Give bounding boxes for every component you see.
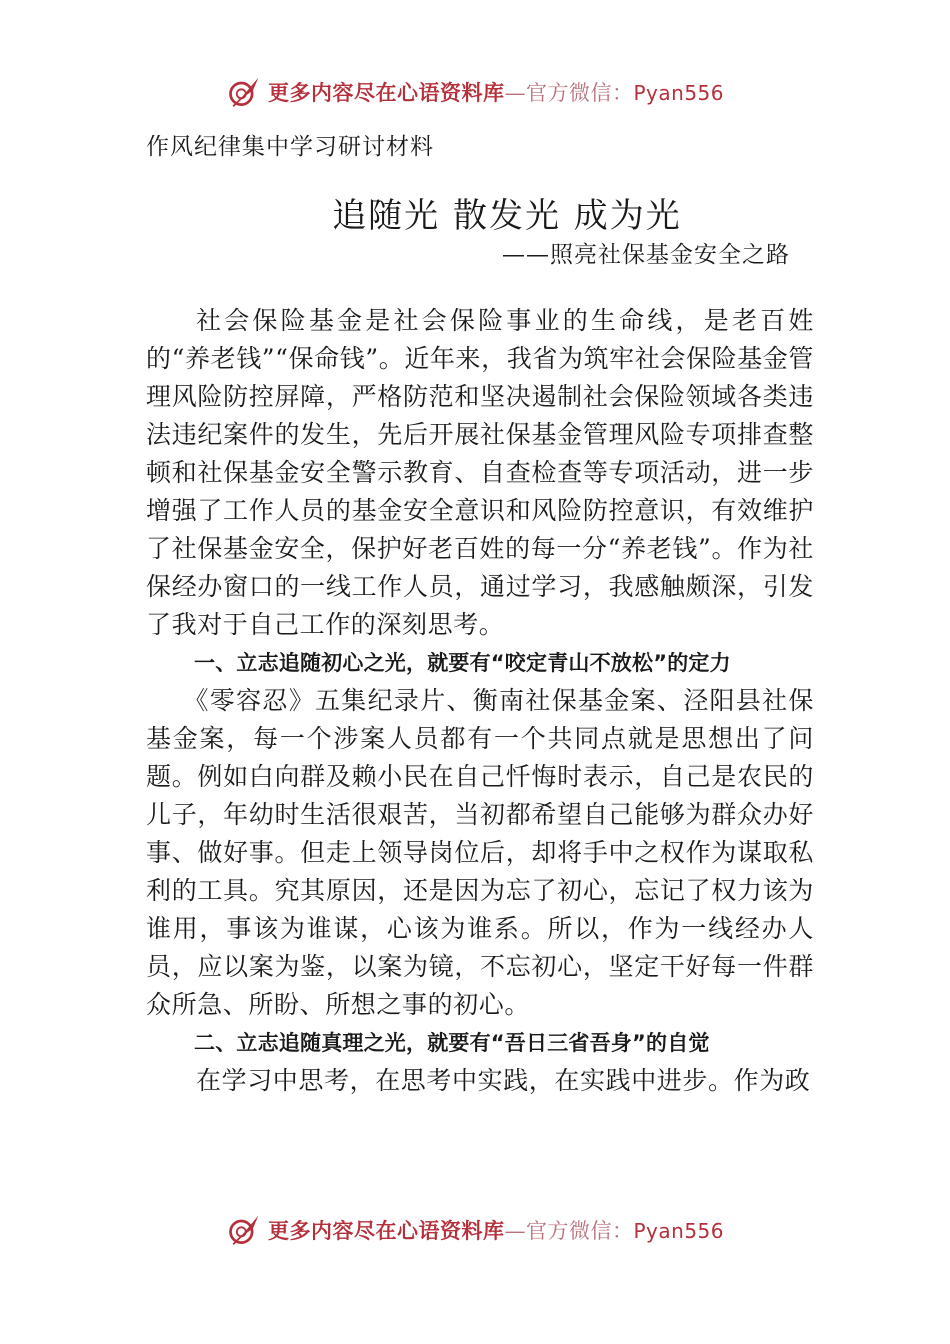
document-body: [146, 302, 814, 1100]
document-title: 追随光 散发光 成为光: [332, 196, 682, 236]
header-banner-text: 更多内容尽在心语资料库—官方微信：Pyan556: [267, 80, 724, 105]
document-label: 作风纪律集中学习研讨材料: [146, 134, 434, 160]
paragraph-section-1: 《零容忍》五集纪录片、衡南社保基金案、泾阳县社保基金案，每一个涉案人员都有一个共同点就是思想出了问题。例如白向群及赖小民在自己忏悔时表示，自己是农民的儿子，年幼时生活很艰苦，当初都希望自己能够为群众办好事、做好事。但走上领导岗位后，却将手中之权作为谋取私利的工具。究其原因，还是因为忘了初心，忘记了权力该为谁用，事该为谁谋，心该为谁系。所以，作为一线经办人员，应以案为鉴，以案为镜，不忘初心，坚定干好每一件群众所急、所盼、所想之事的初心。: [146, 686, 814, 1019]
quill-logo-icon: [226, 74, 262, 110]
paragraph-section-2: 在学习中思考，在思考中实践，在实践中进步。作为政: [196, 1066, 811, 1095]
paragraph-intro: 社会保险基金是社会保险事业的生命线，是老百姓的“养老钱”“保命钱”。近年来，我省为筑牢社会保险基金管理风险防控屏障，严格防范和坚决遏制社会保险领域各类违法违纪案件的发生，先后开展社保基金管理风险专项排查整顿和社保基金安全警示教育、自查检查等专项活动，进一步增强了工作人员的基金安全意识和风险防控意识，有效维护了社保基金安全，保护好老百姓的每一分“养老钱”。作为社保经办窗口的一线工作人员，通过学习，我感触颇深，引发了我对于自己工作的深刻思考。: [146, 306, 814, 639]
document-subtitle: ——照亮社保基金安全之路: [502, 242, 790, 268]
section-heading-1: 一、立志追随初心之光，就要有“咬定青山不放松”的定力: [194, 651, 731, 675]
footer-watermark-banner: [0, 1210, 950, 1250]
quill-logo-icon: [226, 1212, 262, 1248]
section-heading-2: 二、立志追随真理之光，就要有“吾日三省吾身”的自觉: [194, 1031, 710, 1055]
header-watermark-banner: [0, 72, 950, 112]
footer-banner-text: 更多内容尽在心语资料库—官方微信：Pyan556: [267, 1218, 724, 1243]
